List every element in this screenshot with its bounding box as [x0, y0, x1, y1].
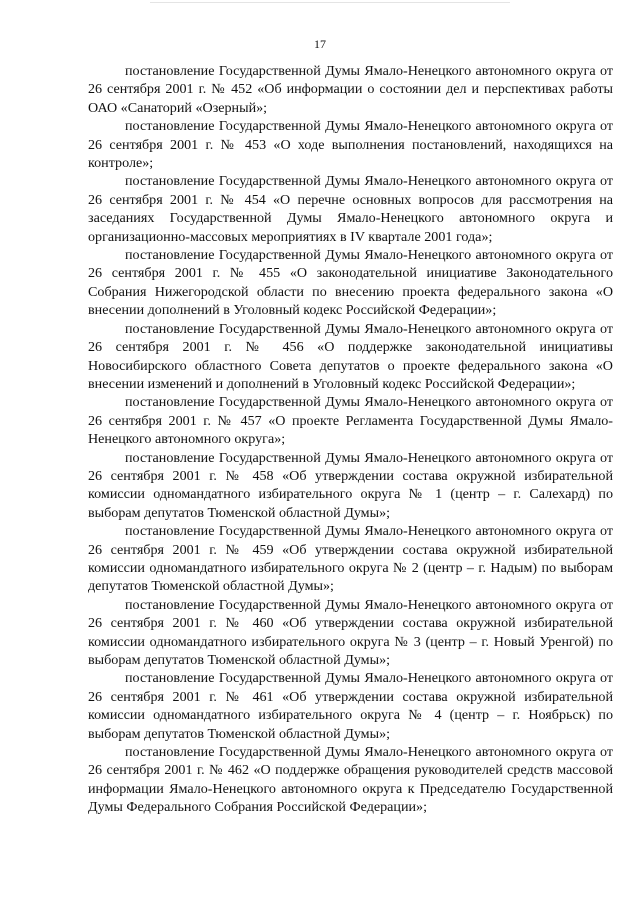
paragraph-resolution-457: постановление Государственной Думы Ямало-Ненецкого автономного округа от 26 сентября 2001 г. № 457 «О проекте Регламента Государственной Думы Ямало-Ненецкого автономного округа»; [88, 394, 613, 448]
paragraph-resolution-458: постановление Государственной Думы Ямало-Ненецкого автономного округа от 26 сентября 2001 г. № 458 «Об утверждении состава окружной избирательной комиссии одномандатного избирательного округа № 1 (центр – г. Салехард) по выборам депутатов Тюменской областной Думы»; [88, 449, 613, 521]
paragraph-resolution-456: постановление Государственной Думы Ямало-Ненецкого автономного округа от 26 сентября 2001 г. № 456 «О поддержке законодательной инициативы Новосибирского областного Совета депутатов о проекте федерального закона «О внесении изменений и дополнений в Уголовный кодекс Российской Федерации»; [88, 320, 613, 392]
paragraph-resolution-452: постановление Государственной Думы Ямало-Ненецкого автономного округа от 26 сентября 2001 г. № 452 «Об информации о состоянии дел и перспективах работы ОАО «Санаторий «Озерный»; [88, 63, 613, 116]
paragraph-resolution-455: постановление Государственной Думы Ямало-Ненецкого автономного округа от 26 сентября 2001 г. № 455 «О законодательной инициативе Законодательного Собрания Нижегородской области по внесению проекта федерального закона «О внесении дополнений в Уголовный кодекс Российской Федерации»; [88, 247, 613, 319]
paragraph-resolution-462: постановление Государственной Думы Ямало-Ненецкого автономного округа от 26 сентября 2001 г. № 462 «О поддержке обращения руководителей средств массовой информации Ямало-Ненецкого автономного округа к Председателю Государственной Думы Федерального Собрания Российской Федерации»; [88, 744, 613, 816]
paragraph-resolution-459: постановление Государственной Думы Ямало-Ненецкого автономного округа от 26 сентября 2001 г. № 459 «Об утверждении состава окружной избирательной комиссии одномандатного избирательного округа № 2 (центр – г. Надым) по выборам депутатов Тюменской областной Думы»; [88, 523, 613, 595]
page-number: 17 [314, 37, 326, 51]
paragraph-resolution-461: постановление Государственной Думы Ямало-Ненецкого автономного округа от 26 сентября 2001 г. № 461 «Об утверждении состава окружной избирательной комиссии одномандатного избирательного округа № 4 (центр – г. Ноябрьск) по выборам депутатов Тюменской областной Думы»; [88, 670, 613, 742]
paragraph-resolution-453: постановление Государственной Думы Ямало-Ненецкого автономного округа от 26 сентября 2001 г. № 453 «О ходе выполнения постановлений, находящихся на контроле»; [88, 118, 613, 172]
paragraph-resolution-454: постановление Государственной Думы Ямало-Ненецкого автономного округа от 26 сентября 2001 г. № 454 «О перечне основных вопросов для рассмотрения на заседаниях Государственной Думы Ямало-Ненецкого автономного округа и организационно-массовых мероприятиях в IV квартале 2001 года»; [88, 173, 613, 245]
document-body [88, 62, 613, 817]
paragraph-resolution-460: постановление Государственной Думы Ямало-Ненецкого автономного округа от 26 сентября 2001 г. № 460 «Об утверждении состава окружной избирательной комиссии одномандатного избирательного округа № 3 (центр – г. Новый Уренгой) по выборам депутатов Тюменской областной Думы»; [88, 596, 613, 668]
scan-edge-line [150, 2, 510, 3]
